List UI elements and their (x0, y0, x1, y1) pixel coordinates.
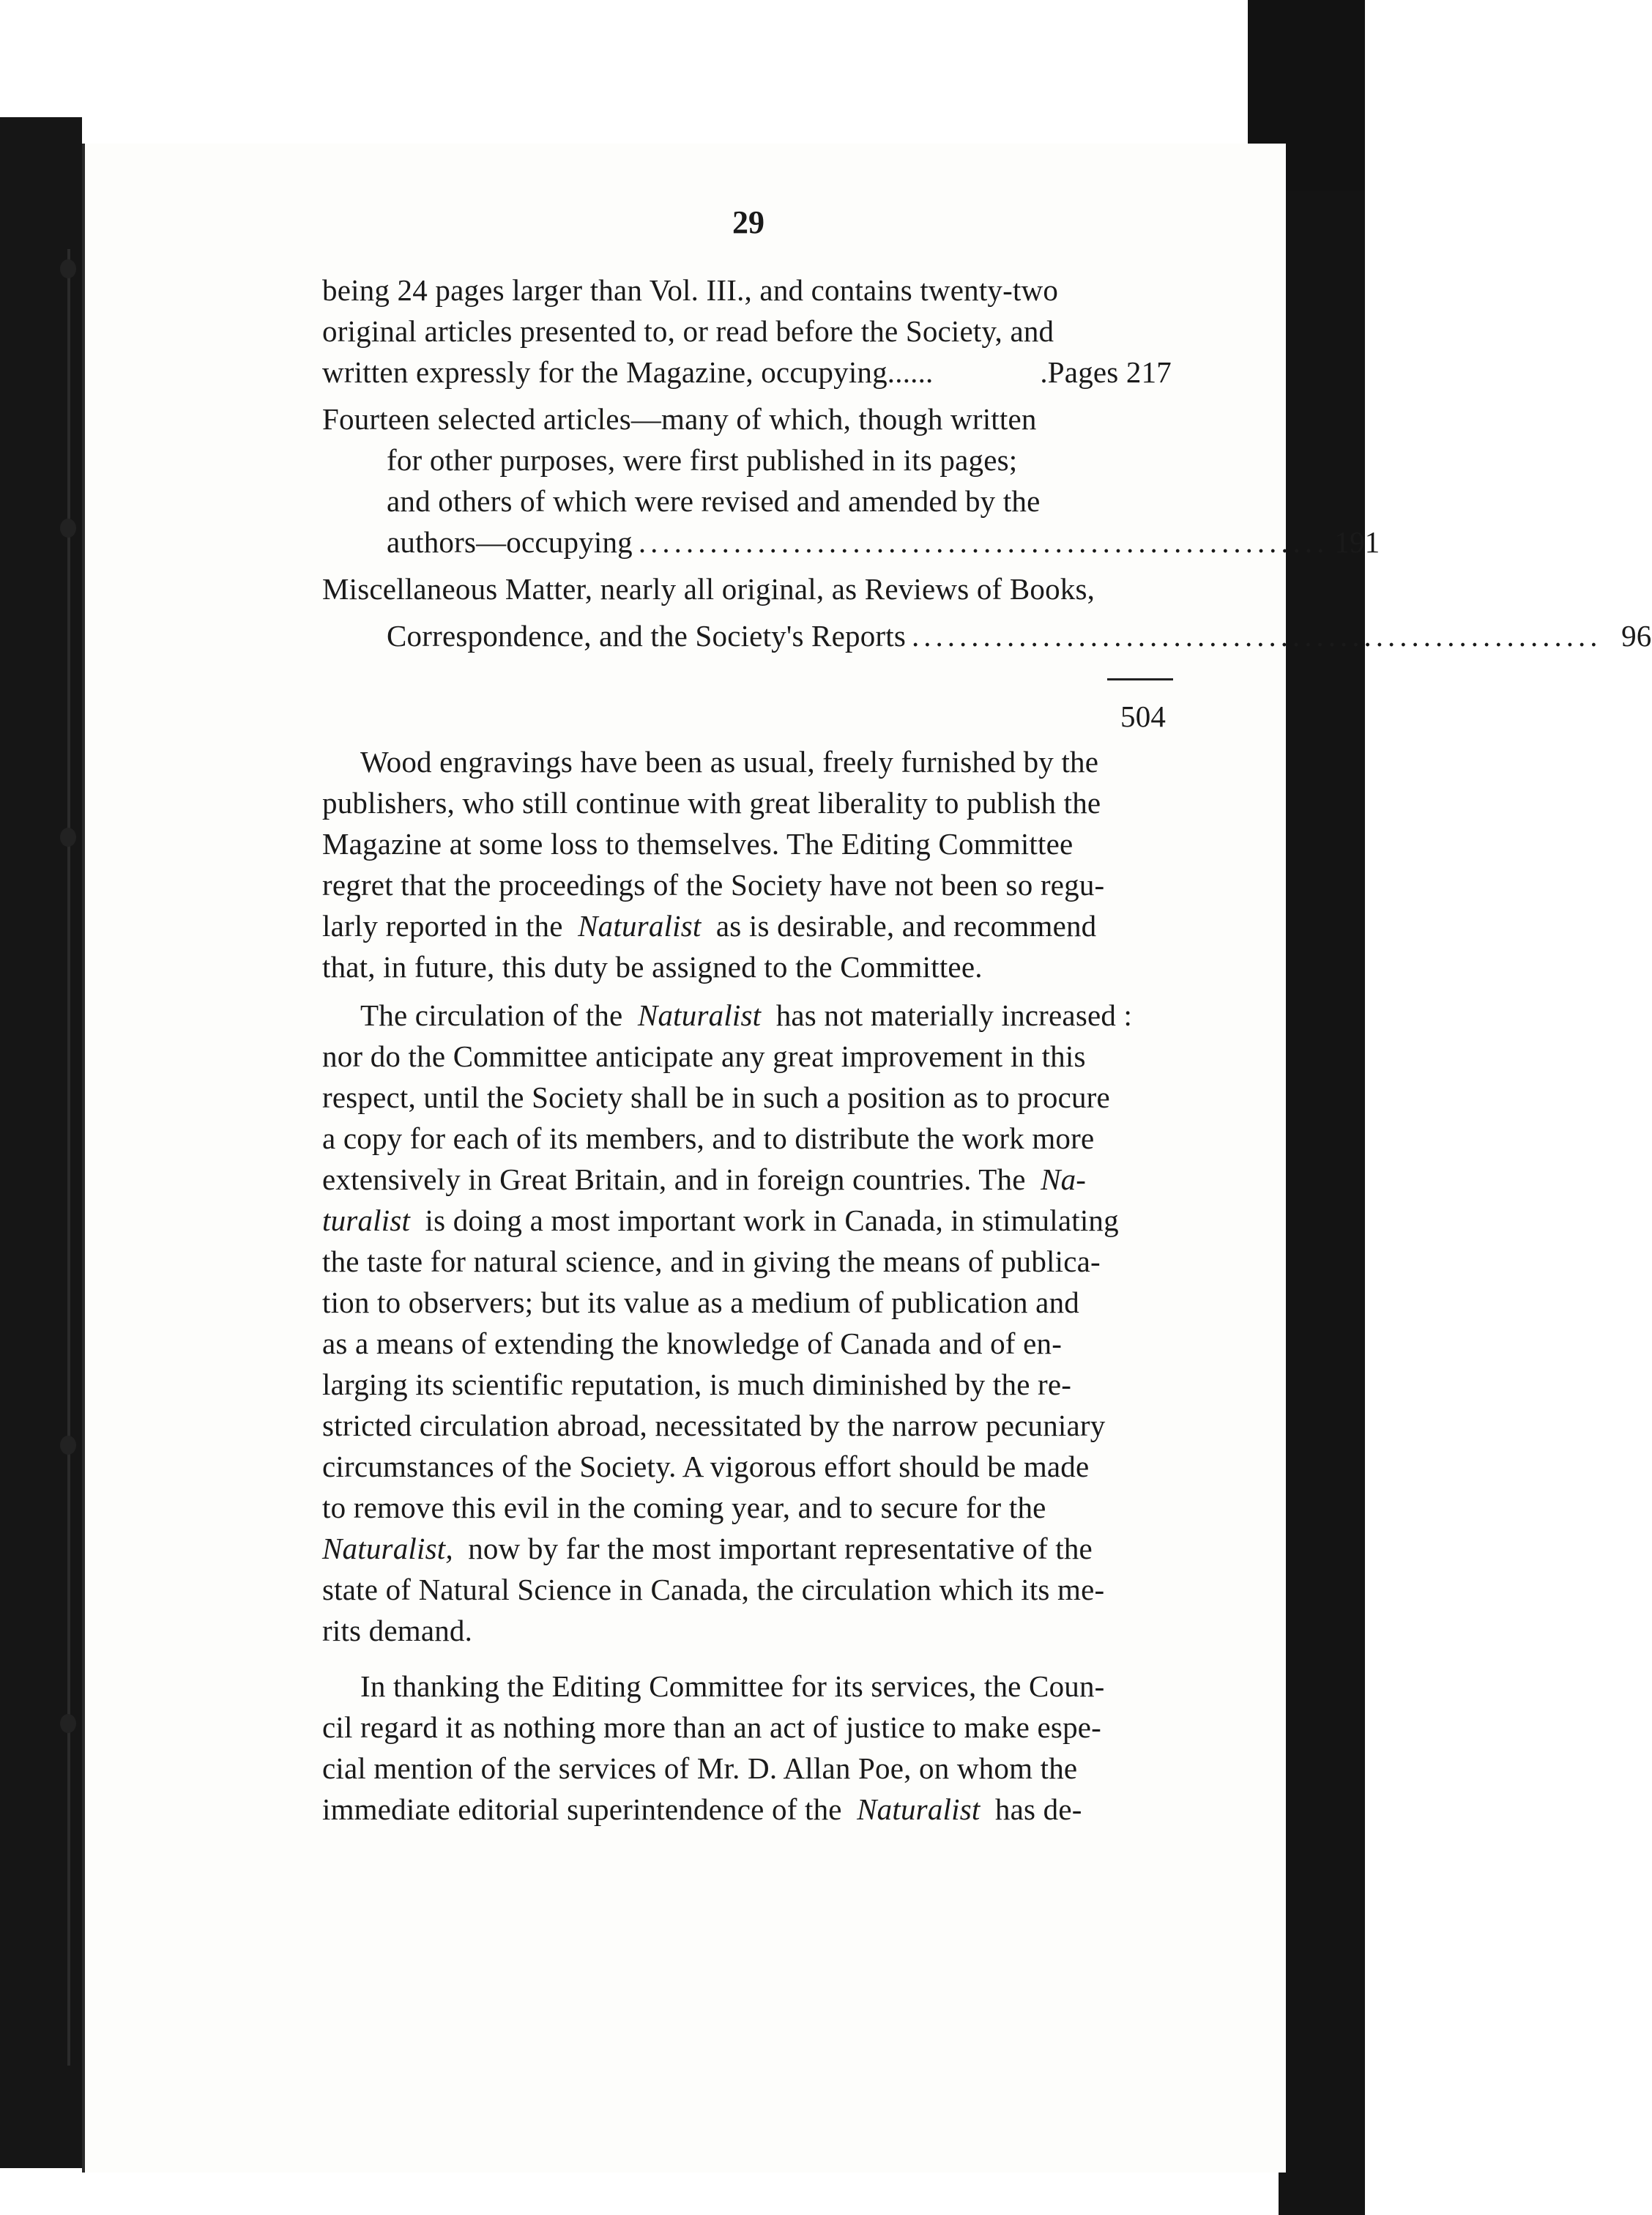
list-total: 504 (1120, 700, 1167, 733)
text-run: The circulation of the (360, 998, 623, 1032)
list-item-line (387, 522, 1380, 563)
text-run: as is desirable, and recommend (715, 909, 1097, 943)
binding-stitch (60, 519, 76, 538)
list-intro-text: written expressly for the Magazine, occupying...... (322, 355, 934, 389)
page-number: 29 (732, 204, 764, 240)
paragraph-line: the taste for natural science, and in giving the means of publica- (322, 1244, 1101, 1278)
paragraph-line: Wood engravings have been as usual, freely furnished by the (360, 745, 1099, 779)
list-item-pages: 191 (1334, 525, 1380, 559)
text-run: immediate editorial superintendence of the (322, 1792, 842, 1826)
binding-stitch (60, 828, 76, 847)
list-item-line: Fourteen selected articles—many of which, though written (322, 402, 1037, 436)
paragraph-line (322, 1789, 1082, 1830)
leader-dots: .......................................................... (638, 525, 1329, 559)
paragraph-line (360, 995, 1132, 1036)
list-intro-line (322, 352, 1172, 393)
paragraph-line: a copy for each of its members, and to distribute the work more (322, 1121, 1095, 1155)
paragraph-line: as a means of extending the knowledge of Canada and of en- (322, 1327, 1063, 1360)
paragraph-line: tion to observers; but its value as a medium of publication and (322, 1285, 1079, 1319)
binding-stitch (60, 259, 76, 278)
text-run-italic: Na- (1041, 1162, 1087, 1196)
list-item-line: for other purposes, were first published in its pages; (387, 443, 1018, 477)
paragraph-line: Magazine at some loss to themselves. The Editing Committee (322, 827, 1074, 861)
list-item-pages: 96 (1621, 619, 1652, 653)
scanner-backdrop-right (1279, 0, 1365, 2215)
paragraph-line: to remove this evil in the coming year, and to secure for the (322, 1491, 1046, 1524)
paragraph-line: that, in future, this duty be assigned to the Committee. (322, 950, 983, 984)
text-run: has de- (994, 1792, 1082, 1826)
list-item-line: Miscellaneous Matter, nearly all original, as Reviews of Books, (322, 572, 1095, 606)
list-item-text: authors—occupying (387, 525, 633, 559)
paragraph-line (322, 1528, 1093, 1569)
binding-stitch (60, 1436, 76, 1455)
text-run-italic: Naturalist (857, 1792, 981, 1826)
paragraph-line (322, 1200, 1119, 1241)
list-intro-pages: .Pages 217 (1040, 355, 1172, 389)
paragraph-line (322, 1159, 1086, 1200)
list-intro-line: being 24 pages larger than Vol. III., and contains twenty-two (322, 273, 1059, 307)
sum-rule (1107, 678, 1173, 680)
leader-dots: .......................................................... (912, 619, 1602, 653)
text-run-italic: turalist (322, 1203, 411, 1237)
paragraph-line: stricted circulation abroad, necessitated by the narrow pecuniary (322, 1409, 1106, 1442)
paragraph-line: respect, until the Society shall be in such a position as to procure (322, 1080, 1110, 1114)
paragraph-line: regret that the proceedings of the Society have not been so regu- (322, 868, 1105, 902)
text-run: has not materially increased : (775, 998, 1133, 1032)
paragraph-line: publishers, who still continue with great liberality to publish the (322, 786, 1101, 820)
text-run: larly reported in the (322, 909, 563, 943)
list-item-line (387, 615, 1652, 656)
paragraph-line: nor do the Committee anticipate any great improvement in this (322, 1039, 1086, 1073)
list-item-line: and others of which were revised and amended by the (387, 484, 1041, 518)
paragraph-line: larging its scientific reputation, is much diminished by the re- (322, 1368, 1072, 1401)
list-item-text: Correspondence, and the Society's Reports (387, 619, 907, 653)
text-run: is doing a most important work in Canada, in stimulating (425, 1203, 1119, 1237)
paragraph-line: cil regard it as nothing more than an act of justice to make espe- (322, 1710, 1102, 1744)
paragraph-line: state of Natural Science in Canada, the circulation which its me- (322, 1573, 1105, 1606)
paragraph-line (322, 905, 1096, 946)
text-run: extensively in Great Britain, and in foreign countries. The (322, 1162, 1026, 1196)
text-run: now by far the most important representative of the (468, 1532, 1093, 1565)
text-run-italic: Naturalist (637, 998, 762, 1032)
list-intro-line: original articles presented to, or read before the Society, and (322, 314, 1054, 348)
binding-stitch (60, 1714, 76, 1733)
paragraph-line: rits demand. (322, 1614, 473, 1647)
paragraph-line: circumstances of the Society. A vigorous effort should be made (322, 1450, 1090, 1483)
text-run-italic: Naturalist (578, 909, 702, 943)
paragraph-line: In thanking the Editing Committee for its services, the Coun- (360, 1669, 1105, 1703)
text-run-italic: Naturalist, (322, 1532, 453, 1565)
paragraph-line: cial mention of the services of Mr. D. Allan Poe, on whom the (322, 1751, 1078, 1785)
